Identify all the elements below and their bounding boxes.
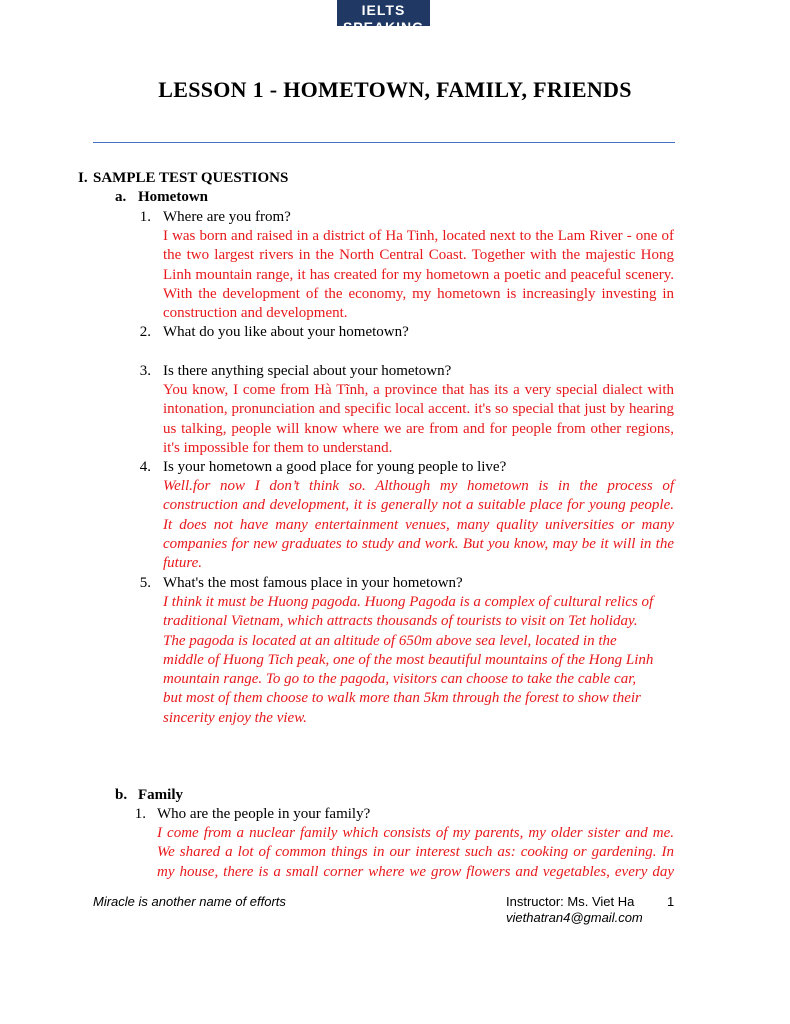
footer-motto: Miracle is another name of efforts [93, 894, 286, 909]
subsection-letter-b: b. [115, 787, 128, 803]
answer-text: You know, I come from Hà Tĩnh, a province that has its a very special dialect with intonation, pronunciation and specific local accent. it's so special that just by hearing us talking, people will know where we are from and for people from other regions, it's impossible for them to understand. [163, 382, 674, 456]
answer-line: traditional Vietnam, which attracts thousands of tourists to visit on Tet holiday. [163, 613, 638, 630]
answer-line: The pagoda is located at an altitude of 650m above sea level, located in the [163, 632, 617, 649]
question-text: Where are you from? [163, 209, 291, 225]
answer-line: sincerity enjoy the view. [163, 709, 307, 726]
question-text: What's the most famous place in your hometown? [163, 575, 463, 591]
question-text: Is your hometown a good place for young people to live? [163, 459, 507, 475]
answer-line: mountain range. To go to the pagoda, visitors can choose to take the cable car, [163, 671, 637, 688]
answer-line: middle of Huong Tich peak, one of the most beautiful mountains of the Hong Linh [163, 651, 654, 668]
section-title: SAMPLE TEST QUESTIONS [93, 170, 289, 186]
title-divider [93, 142, 675, 143]
question-number: 1. [134, 806, 146, 822]
answer-text: I come from a nuclear family which consists of my parents, my older sister and me. We shared a lot of common things in our interest such as: cooking or gardening. In my house, there is a small corner where we grow flowers and vegetables, every day [157, 825, 674, 880]
subsection-title-family: Family [138, 787, 183, 803]
answer-text: Well.for now I don’t think so. Although my hometown is in the process of construction and development, it is generally not a suitable place for young people. It does not have many entertainment venues, many quality universities or many companies for new graduates to study and work. But you know, may be it will in the future. [163, 478, 674, 572]
footer-instructor: Instructor: Ms. Viet Ha [506, 894, 635, 909]
question-text: Is there anything special about your hometown? [163, 363, 452, 379]
answer-line: I think it must be Huong pagoda. Huong Pagoda is a complex of cultural relics of [163, 594, 654, 610]
subsection-title-hometown: Hometown [138, 189, 208, 205]
question-number: 5. [139, 575, 151, 591]
page-title: LESSON 1 - HOMETOWN, FAMILY, FRIENDS [158, 77, 632, 102]
answer-line: but most of them choose to walk more than 5km through the forest to show their [163, 690, 641, 707]
subsection-letter-a: a. [115, 189, 127, 205]
question-number: 4. [139, 459, 151, 475]
answer-text [163, 593, 683, 728]
footer-email: viethatran4@gmail.com [506, 910, 643, 925]
header-tab: IELTS SPEAKING [337, 0, 430, 26]
page-number: 1 [667, 894, 675, 909]
question-text: What do you like about your hometown? [163, 324, 409, 340]
answer-text: I was born and raised in a district of Ha Tinh, located next to the Lam River - one of the two largest rivers in the North Central Coast. Together with the majestic Hong Linh mountain range, it has created for my hometown a poetic and peaceful scenery. With the development of the economy, my hometown is increasingly investing in construction and development. [163, 228, 674, 322]
question-number: 3. [139, 363, 151, 379]
question-number: 1. [139, 209, 151, 225]
question-number: 2. [139, 324, 151, 340]
question-text: Who are the people in your family? [157, 806, 371, 822]
section-number: I. [78, 170, 88, 186]
